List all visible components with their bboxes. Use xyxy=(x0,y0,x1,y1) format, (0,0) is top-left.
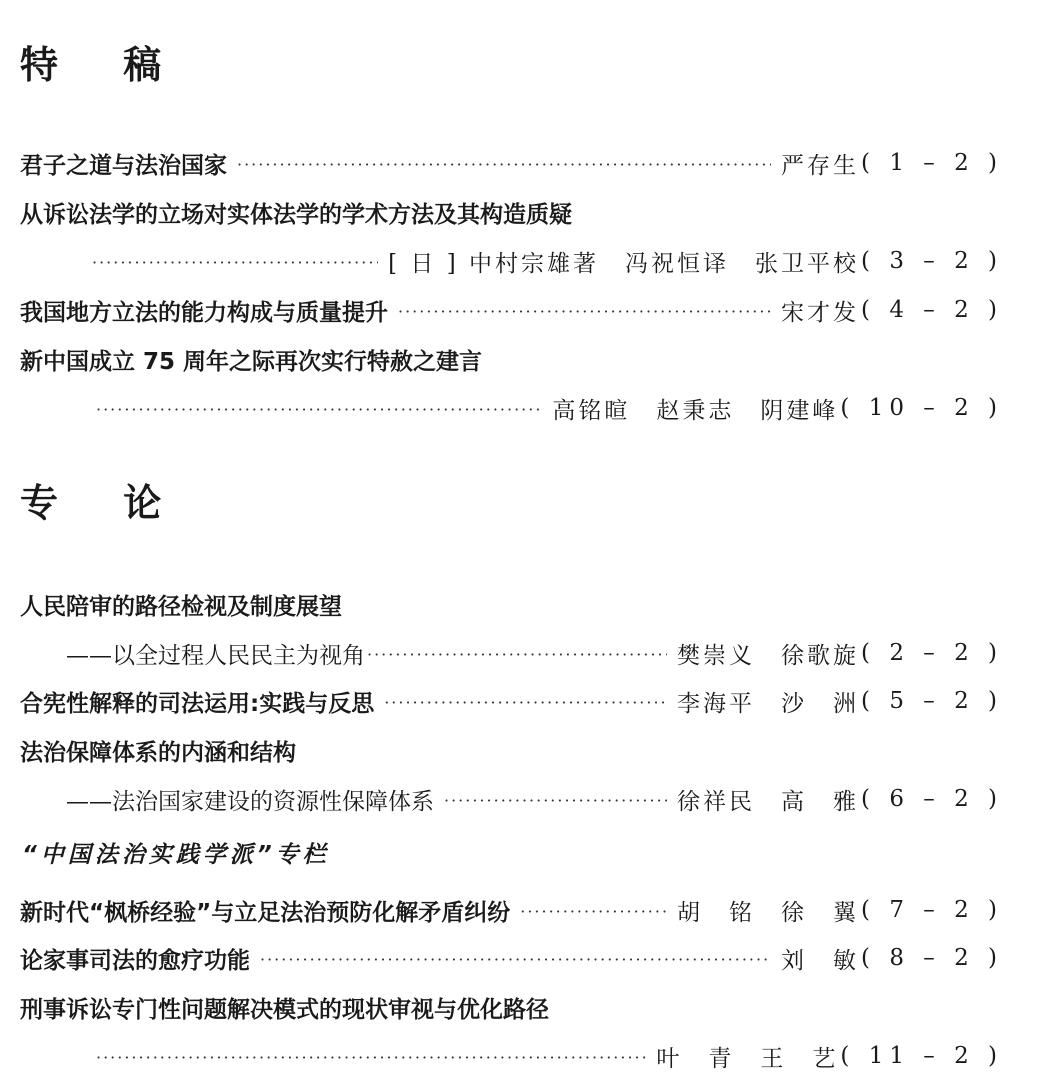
toc-entry-pages: ( 1 – 2 ) xyxy=(861,150,1003,176)
toc-entry-title[interactable]: 君子之道与法治国家 xyxy=(20,152,227,179)
toc-entry-pages: ( 4 – 2 ) xyxy=(861,297,1003,323)
toc-entry-author: 樊崇义 徐歌旋 xyxy=(677,642,860,669)
toc-entry-title[interactable]: 论家事司法的愈疗功能 xyxy=(20,947,250,974)
toc-entry[interactable] xyxy=(20,146,1003,180)
leader-dots xyxy=(444,793,667,809)
toc-entry-author: 高铭暄 赵秉志 阴建峰 xyxy=(552,397,839,424)
toc-entry-title[interactable]: 新中国成立 75 周年之际再次实行特赦之建言 xyxy=(20,348,483,375)
toc-entry-pages: ( 3 – 2 ) xyxy=(861,248,1003,274)
toc-entry-title[interactable]: 我国地方立法的能力构成与质量提升 xyxy=(20,299,388,326)
toc-entry[interactable] xyxy=(20,990,1003,1024)
toc-entry-author: 胡 铭 徐 翼 xyxy=(677,899,860,926)
toc-entry-pages: ( 8 – 2 ) xyxy=(861,945,1003,971)
toc-entry[interactable] xyxy=(20,733,1003,767)
toc-entry[interactable] xyxy=(20,587,1003,621)
toc-entry-title[interactable]: 从诉讼法学的立场对实体法学的学术方法及其构造质疑 xyxy=(20,201,572,228)
column-label: “中国法治实践学派”专栏 xyxy=(22,842,330,868)
toc-entry-continuation xyxy=(20,244,1003,278)
section-heading-zhuanlun: 专 论 xyxy=(20,481,188,525)
toc-entry-title[interactable]: 人民陪审的路径检视及制度展望 xyxy=(20,593,342,620)
toc-entry-author: 宋才发 xyxy=(781,299,860,326)
toc-entry-pages: ( 6 – 2 ) xyxy=(861,786,1003,812)
toc-entry-author: 徐祥民 高 雅 xyxy=(677,788,860,815)
leader-dots xyxy=(520,904,667,920)
leader-dots xyxy=(92,255,378,271)
toc-entry-subtitle: ——法治国家建设的资源性保障体系 xyxy=(66,788,434,815)
toc-entry-pages: ( 10 – 2 ) xyxy=(840,395,1003,421)
toc-entry[interactable] xyxy=(20,342,1003,376)
toc-entry-title[interactable]: 合宪性解释的司法运用:实践与反思 xyxy=(20,690,375,717)
toc-entry[interactable] xyxy=(20,893,1003,927)
leader-dots xyxy=(96,402,542,418)
toc-entry-continuation xyxy=(20,1039,1003,1073)
toc-entry[interactable] xyxy=(20,195,1003,229)
toc-entry-author: 刘 敏 xyxy=(781,947,860,974)
toc-entry-author: 叶 青 王 艺 xyxy=(656,1045,839,1072)
section-heading-tegao: 特 稿 xyxy=(20,43,188,87)
leader-dots xyxy=(260,952,771,968)
toc-entry[interactable] xyxy=(20,293,1003,327)
toc-entry-pages: ( 2 – 2 ) xyxy=(861,640,1003,666)
toc-entry-author: 严存生 xyxy=(781,152,860,179)
toc-entry-title[interactable]: 新时代“枫桥经验”与立足法治预防化解矛盾纠纷 xyxy=(20,899,511,926)
toc-entry-pages: ( 11 – 2 ) xyxy=(840,1043,1003,1069)
toc-entry-author: 李海平 沙 洲 xyxy=(677,690,860,717)
toc-entry[interactable] xyxy=(20,941,1003,975)
toc-entry-author: [ 日 ] 中村宗雄著 冯祝恒译 张卫平校 xyxy=(388,250,860,277)
toc-entry-continuation xyxy=(20,391,1003,425)
toc-entry[interactable] xyxy=(20,684,1003,718)
leader-dots xyxy=(398,304,771,320)
leader-dots xyxy=(96,1050,646,1066)
leader-dots xyxy=(384,695,667,711)
toc-entry-title[interactable]: 法治保障体系的内涵和结构 xyxy=(20,739,296,766)
toc-entry-pages: ( 5 – 2 ) xyxy=(861,688,1003,714)
toc-entry-pages: ( 7 – 2 ) xyxy=(861,897,1003,923)
toc-entry-continuation xyxy=(20,636,1003,670)
leader-dots xyxy=(367,647,667,663)
toc-entry-subtitle: ——以全过程人民民主为视角 xyxy=(66,642,365,669)
leader-dots xyxy=(237,157,771,173)
toc-entry-continuation xyxy=(20,782,1003,816)
toc-entry-title[interactable]: 刑事诉讼专门性问题解决模式的现状审视与优化路径 xyxy=(20,996,549,1023)
